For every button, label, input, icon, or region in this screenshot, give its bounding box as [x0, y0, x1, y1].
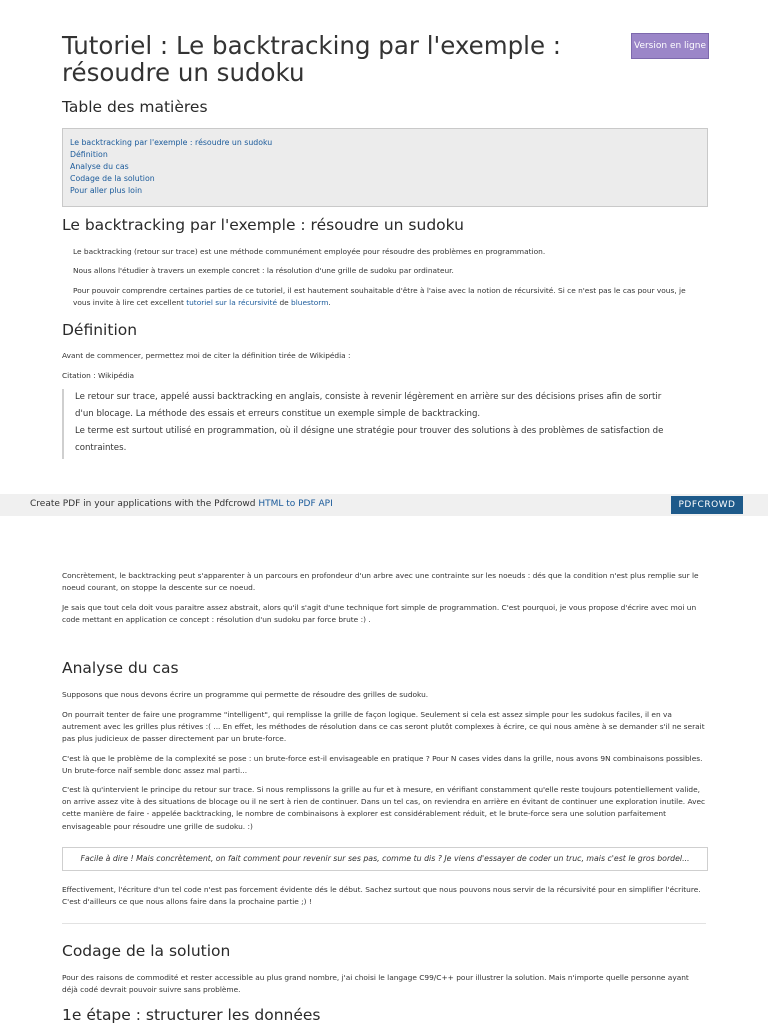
section-heading-codage: Codage de la solution — [62, 942, 231, 960]
analyse-paragraph-2: On pourrait tenter de faire une programme "intelligent", qui remplisse la grille de façon logique. Seulement si cela est assez simple pour les sudokus faciles, il en va autrement avec les grilles plus rétives :( ... En effet, les méthodes de résolution dans ce cas seront plutôt complexes à écrire, ce qui nous amène à se demander s'il ne serait pas plus judicieux de passer directement par un brute-force. — [62, 710, 705, 744]
intro-paragraph-1: Le backtracking (retour sur trace) est une méthode communément employée pour résoudre des problèmes en programmation. — [73, 247, 546, 256]
step-1-heading: 1e étape : structurer les données — [62, 1006, 321, 1024]
toc-heading: Table des matières — [62, 98, 208, 116]
definition-intro: Avant de commencer, permettez moi de citer la définition tirée de Wikipédia : — [62, 351, 351, 360]
pdfcrowd-button[interactable]: PDFCROWD — [671, 496, 743, 514]
analyse-paragraph-1: Supposons que nous devons écrire un programme qui permette de résoudre des grilles de sudoku. — [62, 690, 429, 699]
quote-line: Le retour sur trace, appelé aussi backtracking en anglais, consiste à revenir légèrement en arrière sur des décisions prises afin de sortir — [75, 392, 662, 402]
html-to-pdf-api-link[interactable]: HTML to PDF API — [258, 499, 333, 509]
toc-link-codage[interactable]: Codage de la solution — [70, 174, 155, 183]
analyse-paragraph-5: Effectivement, l'écriture d'un tel code n'est pas forcement évidente dés le début. Sachez surtout que nous pouvons nous servir de la récursivité pour en simplifier l'écriture. C'est d'ailleurs ce que nous allons faire dans la prochaine partie ;) ! — [62, 885, 701, 907]
bluestorm-link[interactable]: bluestorm — [291, 298, 329, 308]
section-divider — [62, 923, 706, 924]
page-title: Tutoriel : Le backtracking par l'exemple : résoudre un sudoku — [62, 31, 562, 87]
section-heading-definition: Définition — [62, 321, 138, 339]
section-heading-backtracking: Le backtracking par l'exemple : résoudre un sudoku — [62, 216, 464, 234]
citation-label: Citation : Wikipédia — [62, 371, 135, 380]
toc-link-backtracking[interactable]: Le backtracking par l'exemple : résoudre un sudoku — [70, 138, 273, 147]
wikipedia-quote — [62, 389, 706, 459]
quote-line: contraintes. — [75, 443, 127, 453]
analyse-paragraph-4: C'est là qu'intervient le principe du retour sur trace. Si nous remplissons la grille au fur et à mesure, en vérifiant constamment qu'elle reste toujours potentiellement valide, on arrive assez vite à des situations de blocage ou il ne sert à rien de continuer. Dans un tel cas, on reviendra en arrière en évitant de continuer une exploration inutile. Avec cette manière de faire - appelée backtracking, le nombre de combinaisons à explorer est considérablement réduit, et le brute-force sera une solution parfaitement envisageable pour résoudre une grille de sudoku. :) — [62, 785, 706, 831]
recursion-tutorial-link[interactable]: tutoriel sur la récursivité — [186, 298, 278, 308]
codage-paragraph-1: Pour des raisons de commodité et rester accessible au plus grand nombre, j'ai choisi le langage C99/C++ pour illustrer la solution. Mais n'importe quelle personne ayant déjà codé devrait pouvoir suivre sans problème. — [62, 973, 689, 995]
online-version-button[interactable]: Version en ligne — [631, 33, 709, 59]
analyse-paragraph-3: C'est là que le problème de la complexité se pose : un brute-force est-il envisageable en pratique ? Pour N cases vides dans la grille, nous avons 9N combinaisons possibles. Un brute-force naïf semble donc assez mal parti... — [62, 754, 703, 776]
intro-paragraph-2: Nous allons l'étudier à travers un exemple concret : la résolution d'une grille de sudoku par ordinateur. — [73, 266, 454, 275]
intro-paragraph-3: Pour pouvoir comprendre certaines parties de ce tutoriel, il est hautement souhaitable d'être à l'aise avec la notion de récursivité. Si ce n'est pas le cas pour vous, je vous invite à lire cet excellent tutoriel sur la récursivité de bluestorm. — [73, 286, 686, 308]
pdfcrowd-text: Create PDF in your applications with the Pdfcrowd HTML to PDF API — [30, 499, 333, 509]
abstract-paragraph: Je sais que tout cela doit vous paraitre assez abstrait, alors qu'il s'agit d'une technique fort simple de programmation. C'est pourquoi, je vous propose d'écrire avec moi un code mettant en application ce concept : résolution d'un sudoku par force brute :) . — [62, 603, 697, 625]
quote-line: d'un blocage. La méthode des essais et erreurs constitue un exemple simple de backtracking. — [75, 409, 481, 419]
pdfcrowd-footer — [0, 494, 768, 516]
table-of-contents — [62, 128, 708, 207]
quote-line: Le terme est surtout utilisé en programmation, où il désigne une stratégie pour trouver des solutions à des problèmes de satisfaction de — [75, 426, 664, 436]
section-heading-analyse: Analyse du cas — [62, 659, 179, 677]
toc-link-definition[interactable]: Définition — [70, 150, 108, 159]
toc-link-plus-loin[interactable]: Pour aller plus loin — [70, 186, 143, 195]
concretement-paragraph: Concrètement, le backtracking peut s'apparenter à un parcours en profondeur d'un arbre avec une contrainte sur les noeuds : dés que la condition n'est plus remplie sur le noeud courant, on stoppe la descente sur ce noeud. — [62, 571, 699, 593]
toc-link-analyse[interactable]: Analyse du cas — [70, 162, 129, 171]
question-note: Facile à dire ! Mais concrètement, on fait comment pour revenir sur ses pas, comme tu dis ? Je viens d'essayer de coder un truc, mais c'est le gros bordel... — [62, 847, 708, 871]
